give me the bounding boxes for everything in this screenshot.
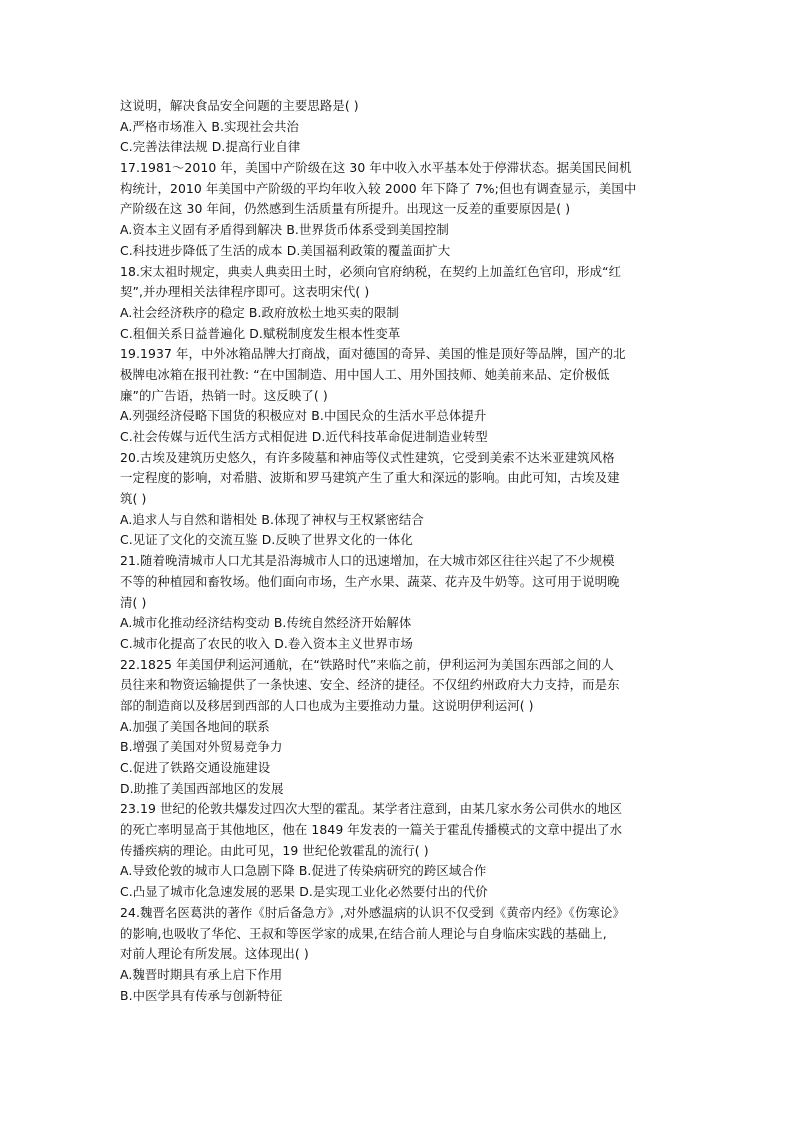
option-line: A.社会经济秩序的稳定 B.政府放松土地买卖的限制 — [120, 304, 399, 320]
option-line: A.导致伦敦的城市人口急剧下降 B.促进了传染病研究的跨区域合作 — [120, 863, 487, 879]
option-line: B.增强了美国对外贸易竞争力 — [120, 739, 283, 755]
question-line: 员往来和物资运输提供了一条快速、安全、经济的捷径。不仅纽约州政府大力支持，而是东 — [120, 677, 620, 693]
option-line: A.列强经济侵略下国货的积极应对 B.中国民众的生活水平总体提升 — [120, 408, 487, 424]
question-line: 清( ) — [120, 594, 147, 610]
question-line: 契”,并办理相关法律程序即可。这表明宋代( ) — [120, 284, 370, 300]
question-line: 的影响,也吸收了华佗、王叔和等医学家的成果,在结合前人理论与自身临床实践的基础上, — [120, 925, 607, 941]
option-line: D.助推了美国西部地区的发展 — [120, 780, 284, 796]
option-line: A.追求人与自然和谐相处 B.体现了神权与王权紧密结合 — [120, 511, 424, 527]
option-line: A.魏晋时期具有承上启下作用 — [120, 966, 283, 982]
option-line: C.促进了铁路交通设施建设 — [120, 760, 271, 775]
exam-page-content — [120, 96, 680, 1006]
question-23: 23.19 世纪的伦敦共爆发过四次大型的霍乱。某学者注意到，由某几家水务公司供水的地区 — [120, 801, 623, 817]
option-line: B.中医学具有传承与创新特征 — [120, 987, 283, 1003]
question-line: 极牌电冰箱在报刊社教: “在中国制造、用中国人工、用外国技师、她美前来品、定价极低 — [120, 366, 610, 382]
question-line: 不等的种植园和畜牧场。他们面向市场，生产水果、蔬菜、花卉及牛奶等。这可用于说明晚 — [120, 573, 620, 589]
option-line: C.社会传媒与近代生活方式相促进 D.近代科技革命促进制造业转型 — [120, 429, 488, 444]
question-line: 这说明，解决食品安全问题的主要思路是( ) — [120, 98, 359, 113]
question-19: 19.1937 年，中外冰箱品牌大打商战，面对德国的奇异、美国的惟是顶好等品牌，国产的北 — [120, 346, 626, 362]
question-line: 产阶级在这 30 年间，仍然感到生活质量有所提升。出现这一反差的重要原因是( ) — [120, 201, 571, 217]
option-line: C.凸显了城市化急速发展的恶果 D.是实现工业化必然要付出的代价 — [120, 884, 488, 900]
question-21: 21.随着晚清城市人口尤其是沿海城市人口的迅速增加，在大城市郊区往往兴起了不少规模 — [120, 553, 615, 569]
option-line: A.资本主义固有矛盾得到解决 B.世界货币体系受到美国控制 — [120, 222, 449, 238]
question-22: 22.1825 年美国伊利运河通航，在“铁路时代”来临之前，伊利运河为美国东西部之间的人 — [120, 656, 614, 672]
question-line: 筑( ) — [120, 491, 147, 507]
question-line: 一定程度的影响，对希腊、波斯和罗马建筑产生了重大和深远的影响。由此可知，古埃及建 — [120, 470, 620, 486]
question-line: 廉”的广告语，热销一时。这反映了( ) — [120, 387, 328, 403]
option-line: C.城市化提高了农民的收入 D.卷入资本主义世界市场 — [120, 635, 413, 651]
question-line: 对前人理论有所发展。这体现出( ) — [120, 946, 309, 962]
option-line: C.租佃关系日益普遍化 D.赋税制度发生根本性变革 — [120, 325, 401, 341]
question-line: 部的制造商以及移居到西部的人口也成为主要推动力量。这说明伊利运河( ) — [120, 697, 534, 713]
option-line: C.完善法律法规 D.提高行业自律 — [120, 139, 301, 155]
option-line: A.加强了美国各地间的联系 — [120, 718, 270, 734]
option-line: C.见证了文化的交流互鉴 D.反映了世界文化的一体化 — [120, 532, 413, 548]
question-24: 24.魏晋名医葛洪的著作《肘后备急方》,对外感温病的认识不仅受到《黄帝内经》《伤寒论》 — [120, 904, 625, 920]
question-line: 的死亡率明显高于其他地区，他在 1849 年发表的一篇关于霍乱传播模式的文章中提出了水 — [120, 822, 623, 838]
question-20: 20.古埃及建筑历史悠久，有许多陵墓和神庙等仪式性建筑，它受到美索不达米亚建筑风格 — [120, 449, 615, 465]
question-line: 构统计，2010 年美国中产阶级的平均年收入较 2000 年下降了 7%;但也有调查显示，美国中 — [120, 180, 637, 196]
question-17: 17.1981～2010 年，美国中产阶级在这 30 年中收入水平基本处于停滞状态。据美国民间机 — [120, 160, 632, 176]
option-line: A.严格市场准入 B.实现社会共治 — [120, 118, 299, 134]
option-line: C.科技进步降低了生活的成本 D.美国福利政策的覆盖面扩大 — [120, 242, 451, 258]
question-18: 18.宋太祖时规定，典卖人典卖田土时，必须向官府纳税，在契约上加盖红色官印，形成“红 — [120, 263, 622, 279]
option-line: A.城市化推动经济结构变动 B.传统自然经济开始解体 — [120, 615, 412, 631]
question-line: 传播疾病的理论。由此可见，19 世纪伦敦霍乱的流行( ) — [120, 842, 429, 858]
